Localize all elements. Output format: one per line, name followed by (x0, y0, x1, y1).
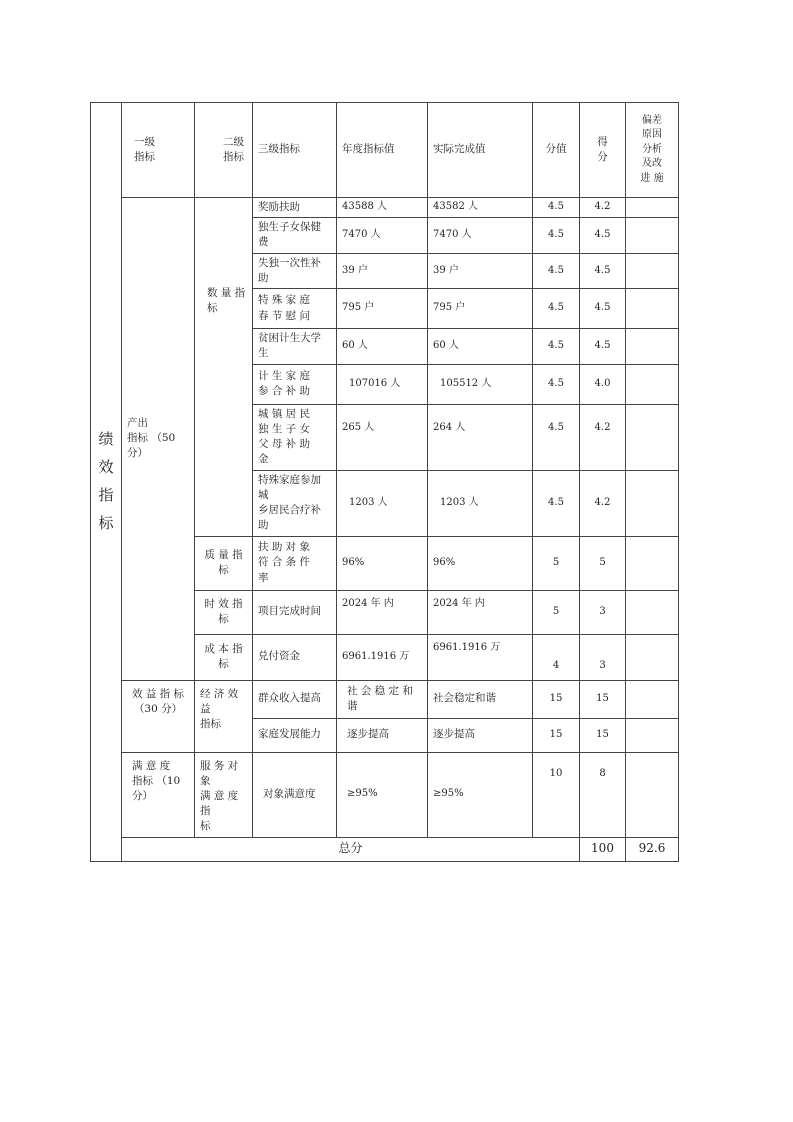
quantity-item-target: 265 人 (337, 404, 428, 470)
quantity-item-actual: 1203 人 (428, 470, 533, 536)
quantity-item-value: 4.5 (533, 198, 580, 218)
quantity-item-actual: 105512 人 (428, 364, 533, 404)
quantity-item-value: 4.5 (533, 364, 580, 404)
benefit-item-name: 群众收入提高 (253, 680, 337, 718)
quantity-item-score: 4.5 (580, 289, 626, 329)
timeliness-item-target: 2024 年 内 (337, 590, 428, 634)
quality-item-score: 5 (580, 536, 626, 590)
quantity-item-value: 4.5 (533, 470, 580, 536)
cost-item-actual: 6961.1916 万 (428, 634, 533, 680)
quantity-item-name: 失独一次性补 助 (253, 253, 337, 288)
benefit-item-actual: 社会稳定和谐 (428, 680, 533, 718)
quantity-item-deviation (626, 253, 679, 288)
cost-item-deviation (626, 634, 679, 680)
quantity-item-name: 城 镇 居 民 独 生 子 女 父 母 补 助 金 (253, 404, 337, 470)
quantity-item-name: 特殊家庭参加 城 乡居民合疗补 助 (253, 470, 337, 536)
quantity-item-name: 贫困计生大学 生 (253, 329, 337, 364)
quantity-item-score: 4.0 (580, 364, 626, 404)
performance-indicator-table (90, 102, 679, 862)
satisfaction-item-value: 10 (533, 752, 580, 837)
quality-indicator-label: 质 量 指 标 (195, 536, 253, 590)
quantity-item-score: 4.5 (580, 218, 626, 253)
benefit-item-deviation (626, 680, 679, 718)
header-level1: 一级 指标 (122, 103, 195, 198)
benefit-item-name: 家庭发展能力 (253, 718, 337, 752)
quantity-item-actual: 7470 人 (428, 218, 533, 253)
header-level2: 二级 指标 (195, 103, 253, 198)
total-score: 92.6 (626, 837, 679, 861)
total-value: 100 (580, 837, 626, 861)
quantity-item-value: 4.5 (533, 404, 580, 470)
timeliness-item-deviation (626, 590, 679, 634)
quantity-item-actual: 60 人 (428, 329, 533, 364)
quantity-item-deviation (626, 364, 679, 404)
quantity-item-deviation (626, 218, 679, 253)
quantity-item-score: 4.5 (580, 329, 626, 364)
cost-item-name: 兑付资金 (253, 634, 337, 680)
performance-indicator-side-title: 绩 效 指 标 (91, 103, 122, 862)
benefit-item-score: 15 (580, 680, 626, 718)
economic-benefit-label: 经 济 效 益 指标 (195, 680, 253, 752)
cost-item-target: 6961.1916 万 (337, 634, 428, 680)
timeliness-item-value: 5 (533, 590, 580, 634)
quality-item-name: 扶 助 对 象 符 合 条 件 率 (253, 536, 337, 590)
quality-item-value: 5 (533, 536, 580, 590)
quantity-item-name: 特 殊 家 庭 春 节 慰 问 (253, 289, 337, 329)
quantity-item-name: 独生子女保健 费 (253, 218, 337, 253)
quantity-item-value: 4.5 (533, 218, 580, 253)
satisfaction-sub-label: 服 务 对 象 满 意 度 指 标 (195, 752, 253, 837)
benefit-indicator-label: 效 益 指 标 （30 分） (122, 680, 195, 752)
benefit-item-target: 社 会 稳 定 和 谐 (337, 680, 428, 718)
output-indicator-label: 产出 指标 （50 分） (122, 198, 195, 681)
quality-item-deviation (626, 536, 679, 590)
timeliness-item-actual: 2024 年 内 (428, 590, 533, 634)
quantity-item-target: 39 户 (337, 253, 428, 288)
quantity-item-actual: 795 户 (428, 289, 533, 329)
benefit-item-target: 逐步提高 (337, 718, 428, 752)
cost-indicator-label: 成 本 指 标 (195, 634, 253, 680)
header-score-got: 得 分 (580, 103, 626, 198)
quantity-item-target: 43588 人 (337, 198, 428, 218)
header-actual-value: 实际完成值 (428, 103, 533, 198)
header-deviation: 偏差 原因 分析 及改 进 施 (626, 103, 679, 198)
quality-item-actual: 96% (428, 536, 533, 590)
satisfaction-indicator-label: 满 意 度 指标 （10 分） (122, 752, 195, 837)
quantity-item-name: 计 生 家 庭 参 合 补 助 (253, 364, 337, 404)
quantity-item-value: 4.5 (533, 329, 580, 364)
satisfaction-item-actual: ≥95% (428, 752, 533, 837)
quantity-item-target: 60 人 (337, 329, 428, 364)
satisfaction-item-score: 8 (580, 752, 626, 837)
header-level3: 三级指标 (253, 103, 337, 198)
timeliness-item-score: 3 (580, 590, 626, 634)
quantity-item-deviation (626, 470, 679, 536)
benefit-item-value: 15 (533, 718, 580, 752)
satisfaction-item-deviation (626, 752, 679, 837)
timeliness-indicator-label: 时 效 指 标 (195, 590, 253, 634)
cost-item-score: 3 (580, 634, 626, 680)
total-label: 总分 (122, 837, 580, 861)
benefit-item-score: 15 (580, 718, 626, 752)
quantity-item-value: 4.5 (533, 253, 580, 288)
quantity-item-target: 107016 人 (337, 364, 428, 404)
quantity-item-deviation (626, 289, 679, 329)
quality-item-target: 96% (337, 536, 428, 590)
quantity-item-deviation (626, 198, 679, 218)
quantity-item-name: 奖励扶助 (253, 198, 337, 218)
quantity-item-target: 7470 人 (337, 218, 428, 253)
cost-item-value: 4 (533, 634, 580, 680)
quantity-indicator-label: 数 量 指 标 (195, 198, 253, 537)
quantity-item-actual: 39 户 (428, 253, 533, 288)
quantity-item-deviation (626, 404, 679, 470)
quantity-item-score: 4.2 (580, 198, 626, 218)
quantity-item-target: 795 户 (337, 289, 428, 329)
quantity-item-score: 4.5 (580, 253, 626, 288)
quantity-item-actual: 43582 人 (428, 198, 533, 218)
quantity-item-score: 4.2 (580, 470, 626, 536)
satisfaction-item-name: 对象满意度 (253, 752, 337, 837)
benefit-item-deviation (626, 718, 679, 752)
quantity-item-actual: 264 人 (428, 404, 533, 470)
benefit-item-actual: 逐步提高 (428, 718, 533, 752)
quantity-item-target: 1203 人 (337, 470, 428, 536)
timeliness-item-name: 项目完成时间 (253, 590, 337, 634)
header-score-value: 分值 (533, 103, 580, 198)
header-annual-target: 年度指标值 (337, 103, 428, 198)
satisfaction-item-target: ≥95% (337, 752, 428, 837)
quantity-item-score: 4.2 (580, 404, 626, 470)
quantity-item-value: 4.5 (533, 289, 580, 329)
quantity-item-deviation (626, 329, 679, 364)
benefit-item-value: 15 (533, 680, 580, 718)
